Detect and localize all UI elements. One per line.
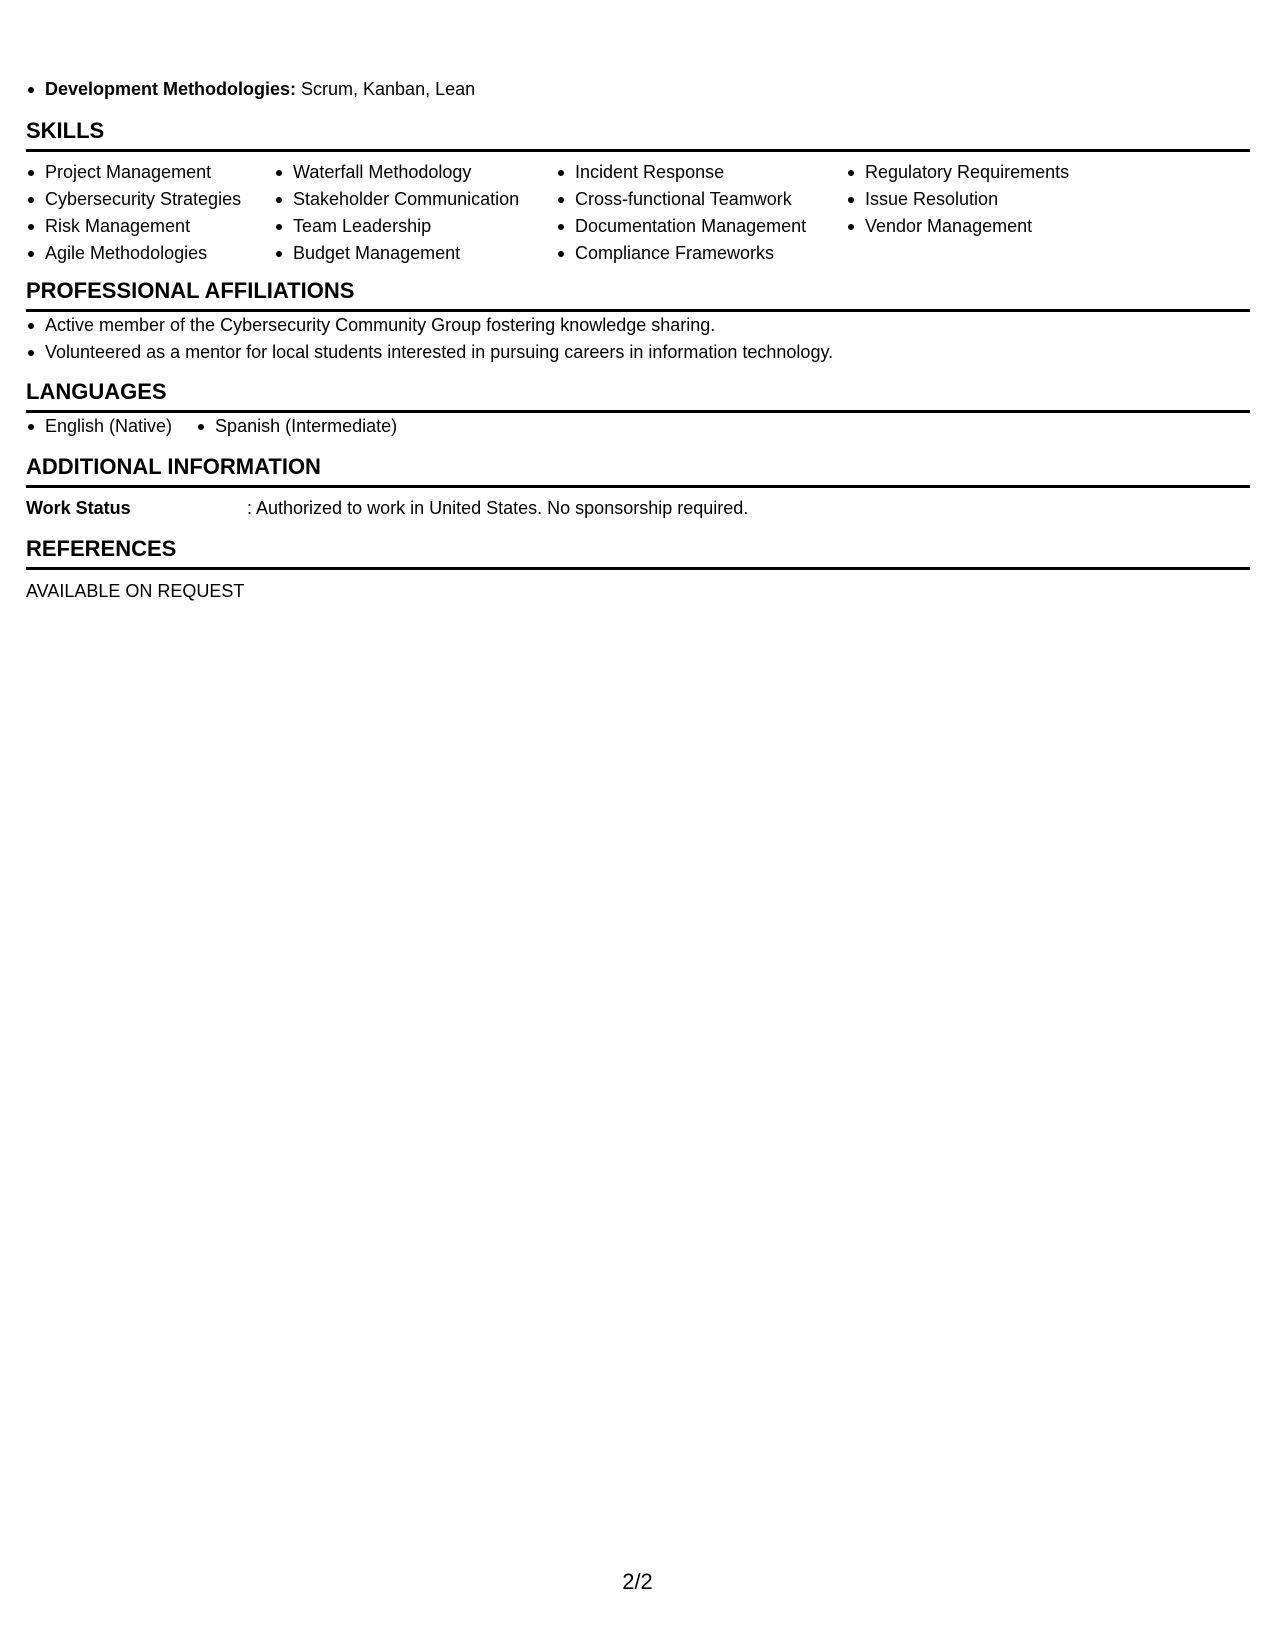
item-value: Scrum, Kanban, Lean [296, 79, 476, 99]
references-text: AVAILABLE ON REQUEST [26, 581, 245, 601]
resume-page [26, 76, 1250, 605]
skill-item: Vendor Management [846, 213, 1106, 240]
language-item: Spanish (Intermediate) [196, 413, 397, 440]
languages-heading: LANGUAGES [26, 378, 1250, 413]
languages-list [26, 413, 1250, 440]
skill-item: Waterfall Methodology [274, 159, 556, 186]
skills-column-2 [274, 159, 556, 267]
skill-item: Budget Management [274, 240, 556, 267]
methodologies-list [26, 76, 1250, 103]
skill-item: Issue Resolution [846, 186, 1106, 213]
skill-item: Incident Response [556, 159, 846, 186]
affiliation-item: Active member of the Cybersecurity Community Group fostering knowledge sharing. [26, 312, 1250, 339]
skill-item: Stakeholder Communication [274, 186, 556, 213]
skill-item: Documentation Management [556, 213, 846, 240]
skills-grid [26, 159, 1250, 267]
additional-info-heading: ADDITIONAL INFORMATION [26, 453, 1250, 488]
skills-column-1 [26, 159, 274, 267]
affiliations-heading: PROFESSIONAL AFFILIATIONS [26, 277, 1250, 312]
list-item [26, 76, 1250, 103]
affiliations-list [26, 312, 1250, 366]
skills-column-4 [846, 159, 1106, 267]
skills-column-3 [556, 159, 846, 267]
references-heading: REFERENCES [26, 535, 1250, 570]
skill-item: Risk Management [26, 213, 274, 240]
skill-item: Cross-functional Teamwork [556, 186, 846, 213]
work-status-value: : Authorized to work in United States. No sponsorship required. [247, 498, 749, 518]
item-label: Development Methodologies: [45, 79, 297, 99]
page-number: 2/2 [622, 1569, 653, 1594]
work-status-row [26, 495, 1250, 522]
work-status-label: Work Status [26, 498, 131, 518]
skills-heading: SKILLS [26, 117, 1250, 152]
skill-item: Cybersecurity Strategies [26, 186, 274, 213]
skill-item: Compliance Frameworks [556, 240, 846, 267]
skill-item: Agile Methodologies [26, 240, 274, 267]
skill-item: Team Leadership [274, 213, 556, 240]
skill-item: Project Management [26, 159, 274, 186]
language-item: English (Native) [26, 413, 172, 440]
affiliation-item: Volunteered as a mentor for local students interested in pursuing careers in information technology. [26, 339, 1250, 366]
skill-item: Regulatory Requirements [846, 159, 1106, 186]
